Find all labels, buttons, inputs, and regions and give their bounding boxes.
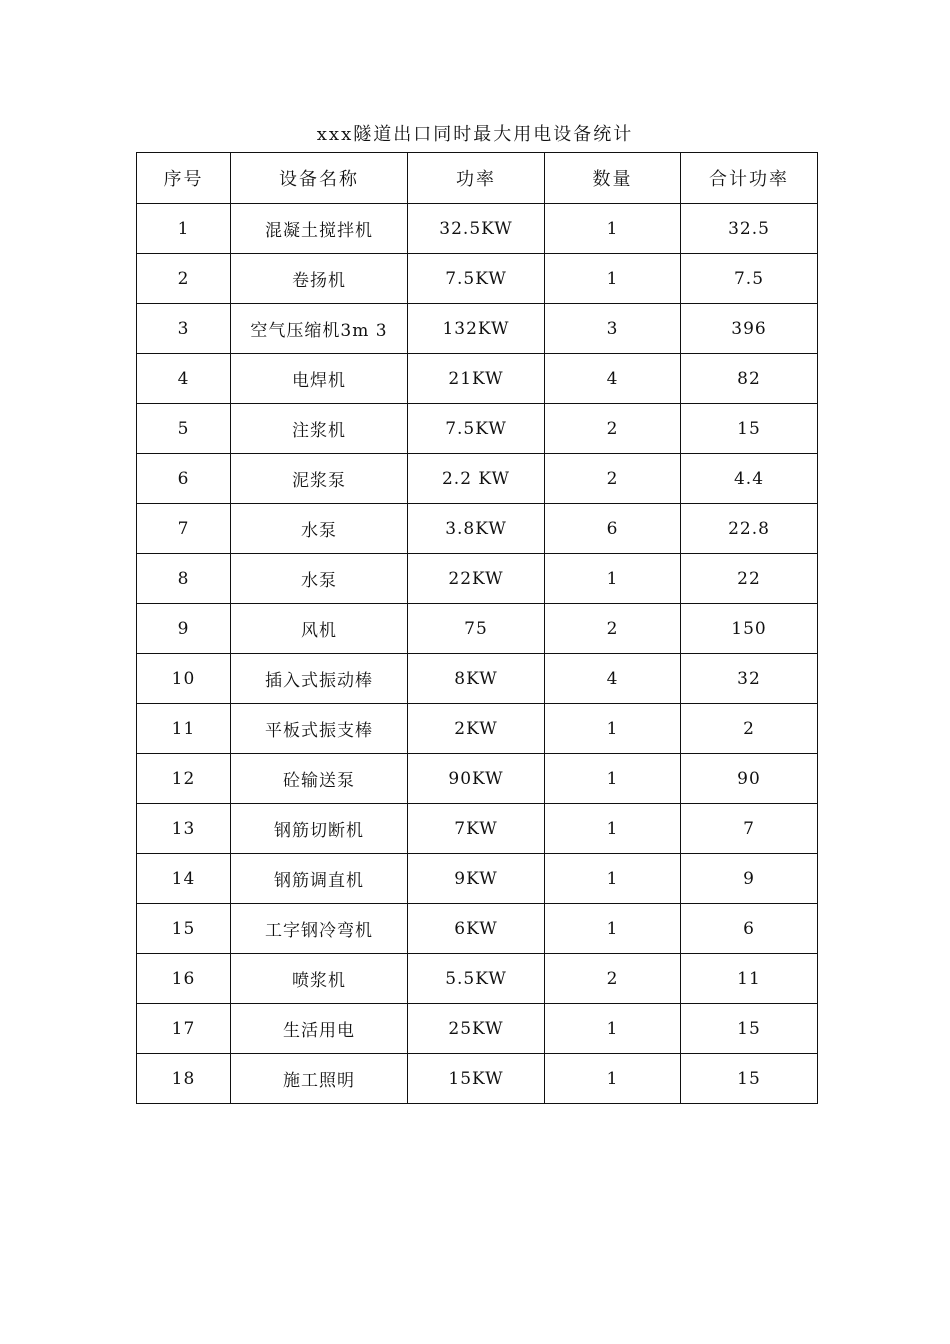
table-row [137,904,818,954]
row-total-power: 11 [681,954,818,1004]
table-row [137,504,818,554]
row-index: 1 [137,204,231,254]
row-power: 22KW [408,554,545,604]
row-total-power: 7.5 [681,254,818,304]
row-index: 13 [137,804,231,854]
table-row [137,554,818,604]
row-quantity: 6 [545,504,681,554]
row-quantity: 1 [545,1054,681,1104]
header-equipment-name: 设备名称 [231,153,408,204]
row-equipment-name: 注浆机 [231,404,408,454]
row-equipment-name: 电焊机 [231,354,408,404]
row-index: 18 [137,1054,231,1104]
row-power: 7.5KW [408,404,545,454]
row-quantity: 1 [545,1004,681,1054]
table-row [137,754,818,804]
row-power: 2.2 KW [408,454,545,504]
table-header-row [137,153,818,204]
row-equipment-name: 喷浆机 [231,954,408,1004]
row-total-power: 15 [681,1054,818,1104]
row-equipment-name: 砼输送泵 [231,754,408,804]
row-power: 3.8KW [408,504,545,554]
row-index: 3 [137,304,231,354]
row-index: 11 [137,704,231,754]
row-equipment-name: 混凝土搅拌机 [231,204,408,254]
row-total-power: 22.8 [681,504,818,554]
row-total-power: 32.5 [681,204,818,254]
row-total-power: 22 [681,554,818,604]
row-quantity: 1 [545,554,681,604]
table-row [137,304,818,354]
row-equipment-name: 钢筋切断机 [231,804,408,854]
row-quantity: 1 [545,204,681,254]
row-quantity: 1 [545,804,681,854]
table-row [137,254,818,304]
row-quantity: 2 [545,454,681,504]
table-row [137,954,818,1004]
equipment-table [136,152,818,1104]
row-index: 17 [137,1004,231,1054]
row-power: 2KW [408,704,545,754]
row-total-power: 2 [681,704,818,754]
row-quantity: 4 [545,654,681,704]
row-power: 7KW [408,804,545,854]
table-row [137,454,818,504]
row-index: 12 [137,754,231,804]
row-quantity: 2 [545,954,681,1004]
row-equipment-name: 水泵 [231,504,408,554]
row-quantity: 3 [545,304,681,354]
row-index: 6 [137,454,231,504]
row-total-power: 9 [681,854,818,904]
row-index: 5 [137,404,231,454]
row-power: 25KW [408,1004,545,1054]
row-power: 132KW [408,304,545,354]
row-power: 21KW [408,354,545,404]
table-row [137,804,818,854]
table-row [137,1054,818,1104]
row-power: 8KW [408,654,545,704]
row-index: 10 [137,654,231,704]
row-equipment-name: 插入式振动棒 [231,654,408,704]
row-power: 75 [408,604,545,654]
row-power: 7.5KW [408,254,545,304]
row-total-power: 82 [681,354,818,404]
row-index: 2 [137,254,231,304]
row-power: 15KW [408,1054,545,1104]
row-total-power: 90 [681,754,818,804]
row-total-power: 396 [681,304,818,354]
row-power: 6KW [408,904,545,954]
row-quantity: 2 [545,404,681,454]
row-equipment-name: 泥浆泵 [231,454,408,504]
row-equipment-name: 风机 [231,604,408,654]
row-total-power: 150 [681,604,818,654]
row-total-power: 7 [681,804,818,854]
document-title: xxx隧道出口同时最大用电设备统计 [316,124,634,145]
row-total-power: 6 [681,904,818,954]
row-power: 90KW [408,754,545,804]
row-index: 4 [137,354,231,404]
row-index: 16 [137,954,231,1004]
row-equipment-name: 空气压缩机3m 3 [231,304,408,354]
table-row [137,354,818,404]
table-row [137,1004,818,1054]
row-equipment-name: 工字钢冷弯机 [231,904,408,954]
row-quantity: 1 [545,754,681,804]
table-row [137,704,818,754]
row-quantity: 2 [545,604,681,654]
header-index: 序号 [137,153,231,204]
row-total-power: 15 [681,1004,818,1054]
row-total-power: 32 [681,654,818,704]
table-row [137,204,818,254]
table-row [137,654,818,704]
row-equipment-name: 生活用电 [231,1004,408,1054]
row-index: 15 [137,904,231,954]
row-index: 9 [137,604,231,654]
row-power: 5.5KW [408,954,545,1004]
header-power: 功率 [408,153,545,204]
header-total-power: 合计功率 [681,153,818,204]
header-quantity: 数量 [545,153,681,204]
table-row [137,404,818,454]
row-quantity: 4 [545,354,681,404]
row-equipment-name: 施工照明 [231,1054,408,1104]
row-quantity: 1 [545,704,681,754]
row-index: 8 [137,554,231,604]
row-equipment-name: 平板式振支棒 [231,704,408,754]
row-index: 14 [137,854,231,904]
table-row [137,604,818,654]
row-quantity: 1 [545,854,681,904]
row-equipment-name: 钢筋调直机 [231,854,408,904]
row-power: 9KW [408,854,545,904]
row-power: 32.5KW [408,204,545,254]
row-total-power: 15 [681,404,818,454]
row-quantity: 1 [545,904,681,954]
row-total-power: 4.4 [681,454,818,504]
row-index: 7 [137,504,231,554]
row-quantity: 1 [545,254,681,304]
row-equipment-name: 水泵 [231,554,408,604]
table-row [137,854,818,904]
row-equipment-name: 卷扬机 [231,254,408,304]
